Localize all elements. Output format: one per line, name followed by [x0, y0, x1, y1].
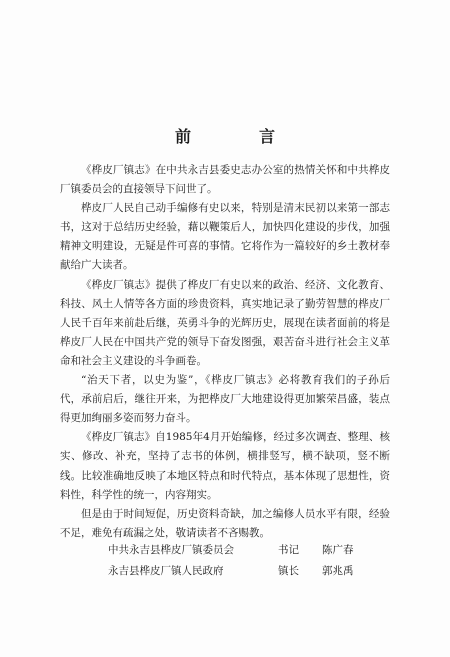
signature-org: 永吉县桦皮厂镇人民政府	[108, 565, 224, 577]
signature-row	[108, 540, 408, 561]
signature-row	[108, 561, 408, 582]
paragraph-3: 《桦皮厂镇志》提供了桦皮厂有史以来的政治、经济、文化教育、科技、风土人情等各方面的珍贵资料，真实地记录了勤劳智慧的桦皮厂人民千百年来前赴后继，英勇斗争的光辉历史，展现在读者面前的将是桦皮厂人民在中国共产党的领导下奋发图强，艰苦奋斗进行社会主义革命和社会主义建设的斗争画卷。	[60, 278, 390, 367]
body-text	[60, 161, 390, 543]
page-title: 前 言	[174, 127, 301, 146]
paragraph-6: 但是由于时间短促，历史资料奇缺，加之编修人员水平有限，经验不足，难免有疏漏之处，敬请读者不吝赐教。	[60, 507, 390, 539]
paragraph-1: 《桦皮厂镇志》在中共永吉县委史志办公室的热情关怀和中共桦皮厂镇委员会的直接领导下问世了。	[60, 164, 390, 196]
paragraph-5: 《桦皮厂镇志》自1985年4月开始编修，经过多次调查、整理、核实、修改、补充，坚持了志书的体例，横排竖写，横不缺项，竖不断线。比较准确地反映了本地区特点和时代特点，基本体现了思想性，资料性，科学性的统一，内容翔实。	[60, 431, 390, 501]
signature-name: 陈广春	[322, 544, 354, 556]
signature-role: 镇长	[278, 565, 299, 577]
signature-org: 中共永吉县桦皮厂镇委员会	[108, 544, 234, 556]
paragraph-4: “治天下者，以史为鉴”，《桦皮厂镇志》必将教育我们的子孙后代，承前启后，继往开来，为把桦皮厂大地建设得更加繁荣昌盛，装点得更加绚丽多姿而努力奋斗。	[60, 374, 390, 425]
signature-name: 郭兆禹	[322, 565, 354, 577]
signature-role: 书记	[278, 544, 299, 556]
paragraph-2: 桦皮厂人民自己动手编修有史以来，特别是清末民初以来第一部志书，这对于总结历史经验，藉以鞭策后人，加快四化建设的步伐，加强精神文明建设，无疑是件可喜的事情。它将作为一篇较好的乡土教材奉献给广大读者。	[60, 202, 390, 272]
signature-block	[108, 540, 408, 582]
